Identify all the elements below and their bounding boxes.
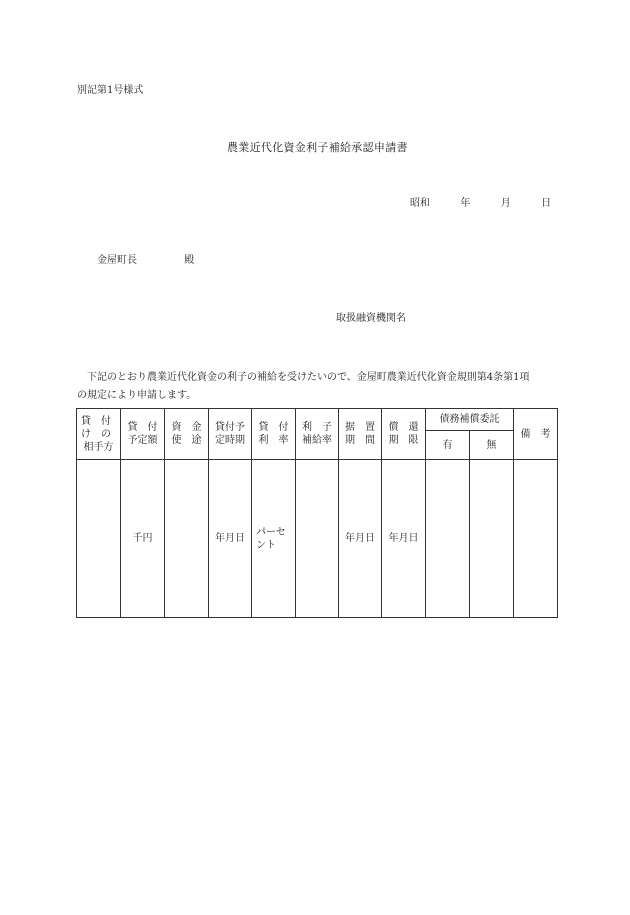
cell-loan-date: 年月日 — [209, 460, 252, 618]
cell-loan-rate-unit: パーセント — [256, 526, 286, 551]
institution-label: 取扱融資機関名 — [336, 313, 406, 324]
addressee-honorific: 殿 — [184, 255, 195, 266]
cell-grace-period: 年月日 — [339, 460, 382, 618]
header-subsidy-rate-l1: 利 子 — [302, 422, 332, 433]
header-grace-period-l1: 据 置 — [345, 422, 375, 433]
body-line-2: の規定により申請します。 — [77, 390, 197, 401]
header-loan-rate-l1: 貸 付 — [258, 422, 289, 433]
header-guarantee-yes: 有 — [426, 431, 470, 460]
header-grace-period-l2: 期 間 — [345, 435, 375, 446]
cell-loan-amount: 千円 — [121, 460, 165, 618]
date-month: 月 — [500, 198, 511, 209]
header-borrower — [77, 409, 121, 460]
document-title: 農業近代化資金利子補給承認申請書 — [227, 141, 408, 154]
header-loan-date-l1: 貸付予 — [215, 422, 245, 433]
header-fund-use — [165, 409, 209, 460]
date-era: 昭和 — [410, 198, 430, 209]
header-guarantee-no: 無 — [470, 431, 514, 460]
header-borrower-l2: け の — [81, 428, 111, 440]
addressee — [97, 256, 194, 266]
header-guarantee: 債務補償委託 — [426, 409, 514, 431]
date-year: 年 — [460, 198, 471, 209]
cell-loan-rate — [252, 460, 296, 618]
header-loan-amount-l1: 貸 付 — [127, 422, 158, 433]
header-borrower-l3: 相手方 — [83, 441, 114, 453]
header-borrower-l1: 貸 付 — [81, 415, 111, 427]
header-repayment-deadline-l2: 期 限 — [388, 435, 419, 446]
application-table — [76, 408, 558, 618]
header-loan-rate-l2: 利 率 — [258, 435, 289, 446]
header-remarks: 備 考 — [514, 409, 558, 460]
request-body — [77, 369, 567, 405]
header-loan-rate — [252, 409, 296, 460]
cell-subsidy-rate — [296, 460, 339, 618]
cell-guarantee-yes — [426, 460, 470, 618]
date-line — [410, 199, 551, 209]
header-subsidy-rate — [296, 409, 339, 460]
cell-repayment-deadline: 年月日 — [382, 460, 426, 618]
cell-borrower — [77, 460, 121, 618]
cell-fund-use — [165, 460, 209, 618]
header-loan-amount-l2: 予定額 — [127, 435, 158, 446]
body-line-1: 下記のとおり農業近代化資金の利子の補給を受けたいので、金屋町農業近代化資金規則第4条第1項 — [87, 372, 530, 383]
header-fund-use-l2: 使 途 — [171, 435, 202, 446]
header-fund-use-l1: 資 金 — [171, 422, 202, 433]
header-loan-date — [209, 409, 252, 460]
form-number-label: 別記第1号様式 — [77, 85, 144, 96]
header-grace-period — [339, 409, 382, 460]
cell-guarantee-no — [470, 460, 514, 618]
header-repayment-deadline — [382, 409, 426, 460]
header-loan-amount — [121, 409, 165, 460]
cell-remarks — [514, 460, 558, 618]
addressee-name: 金屋町長 — [97, 255, 137, 266]
header-loan-date-l2: 定時期 — [215, 435, 245, 446]
header-subsidy-rate-l2: 補給率 — [302, 435, 332, 446]
header-repayment-deadline-l1: 償 還 — [388, 422, 419, 433]
date-day: 日 — [541, 198, 552, 209]
